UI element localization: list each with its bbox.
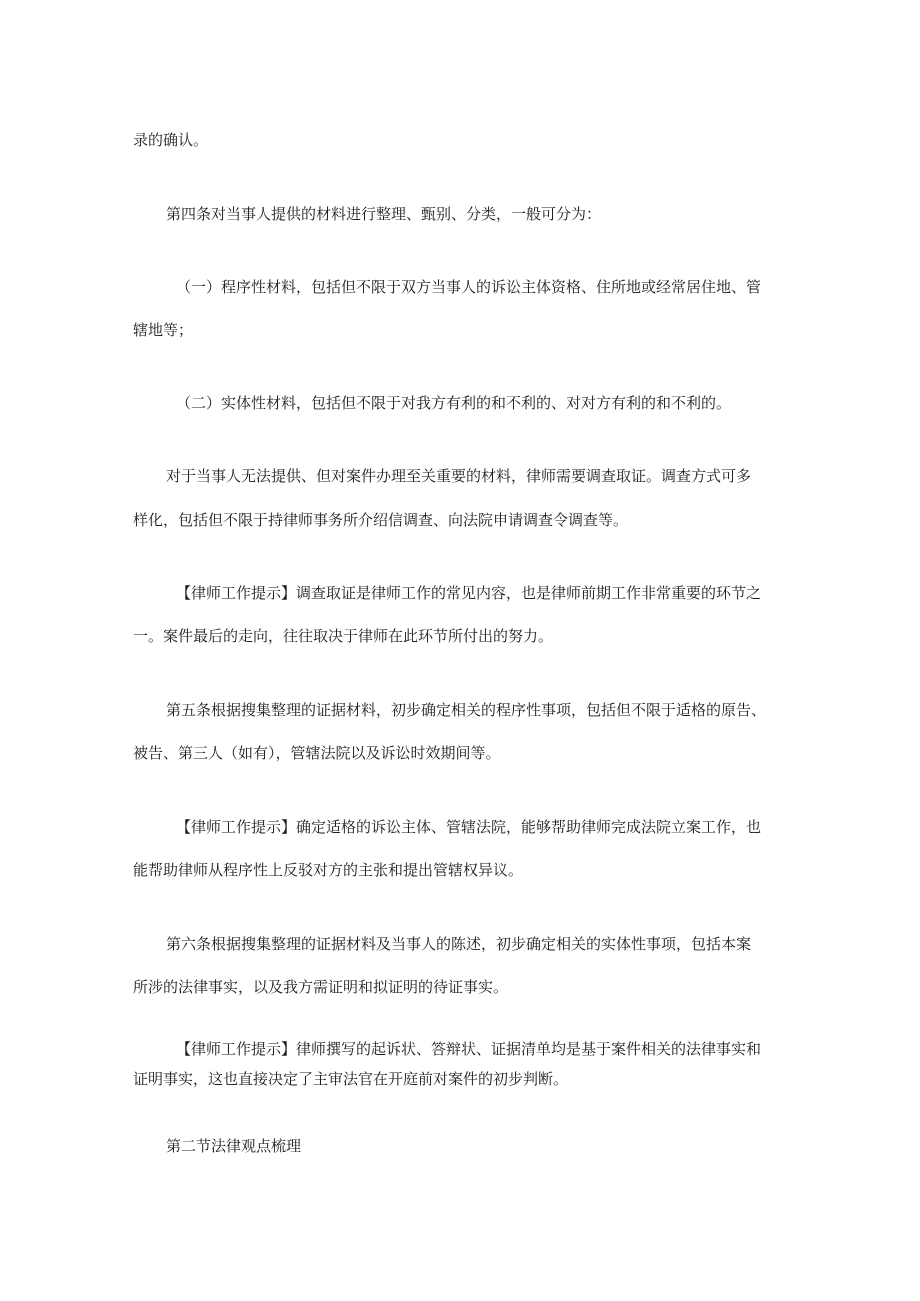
paragraph-8-line-1: 【律师工作提示】确定适格的诉讼主体、管辖法院，能够帮助律师完成法院立案工作，也 xyxy=(176,818,762,836)
paragraph-4-line-1: （二）实体性材料，包括但不限于对我方有利的和不利的、对对方有利的和不利的。 xyxy=(176,394,732,412)
paragraph-5-line-1: 对于当事人无法提供、但对案件办理至关重要的材料，律师需要调查取证。调查方式可多 xyxy=(166,467,752,485)
paragraph-6-line-1: 【律师工作提示】调查取证是律师工作的常见内容，也是律师前期工作非常重要的环节之 xyxy=(176,584,762,602)
section-heading: 第二节法律观点梳理 xyxy=(166,1137,302,1155)
paragraph-10-line-1: 【律师工作提示】律师撰写的起诉状、答辩状、证据清单均是基于案件相关的法律事实和 xyxy=(176,1040,762,1058)
paragraph-9-line-2: 所涉的法律事实，以及我方需证明和拟证明的待证事实。 xyxy=(133,978,509,996)
paragraph-10-line-2: 证明事实，这也直接决定了主审法官在开庭前对案件的初步判断。 xyxy=(133,1070,569,1088)
paragraph-7-line-2: 被告、第三人（如有），管辖法院以及诉讼时效期间等。 xyxy=(133,744,501,762)
paragraph-6-line-2: 一。案件最后的走向，往往取决于律师在此环节所付出的努力。 xyxy=(133,627,554,645)
paragraph-2-line-1: 第四条对当事人提供的材料进行整理、甄别、分类，一般可分为： xyxy=(166,205,602,223)
paragraph-9-line-1: 第六条根据搜集整理的证据材料及当事人的陈述，初步确定相关的实体性事项，包括本案 xyxy=(166,935,752,953)
paragraph-7-line-1: 第五条根据搜集整理的证据材料，初步确定相关的程序性事项，包括但不限于适格的原告、 xyxy=(166,701,767,719)
paragraph-5-line-2: 样化，包括但不限于持律师事务所介绍信调查、向法院申请调查令调查等。 xyxy=(133,511,629,529)
paragraph-3-line-2: 辖地等； xyxy=(133,321,194,339)
paragraph-3-line-1: （一）程序性材料，包括但不限于双方当事人的诉讼主体资格、住所地或经常居住地、管 xyxy=(176,278,762,296)
paragraph-1-line-1: 录的确认。 xyxy=(133,131,209,149)
paragraph-8-line-2: 能帮助律师从程序性上反驳对方的主张和提出管辖权异议。 xyxy=(133,861,524,879)
